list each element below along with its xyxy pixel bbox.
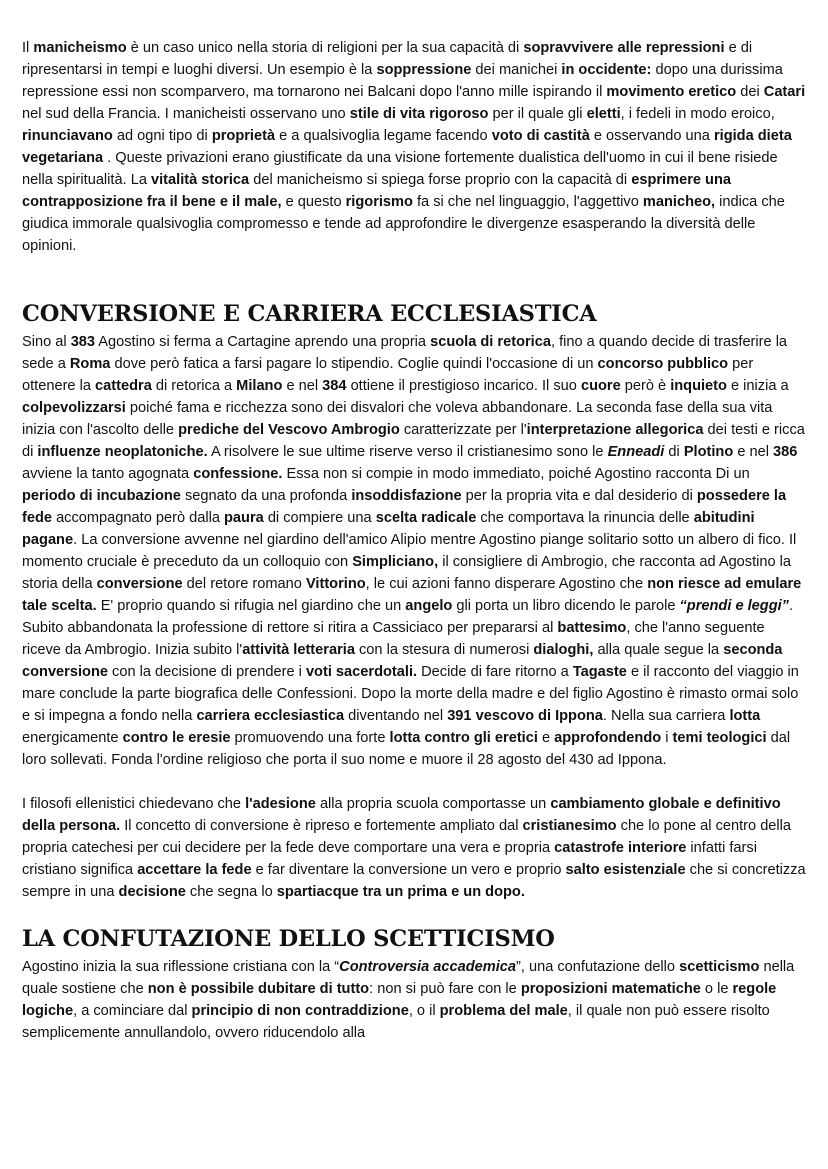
body-text: di bbox=[664, 444, 684, 460]
emphasis-text: 391 vescovo di Ippona bbox=[447, 708, 603, 724]
emphasis-text: attività letteraria bbox=[242, 642, 355, 658]
body-text: e bbox=[537, 730, 555, 746]
body-text: . Subito abbandonata la professione di rettore si ritira a Cassiciaco per prepararsi al bbox=[22, 598, 794, 636]
emphasis-text: “prendi e leggi” bbox=[679, 598, 789, 614]
emphasis-text: periodo di incubazione bbox=[22, 488, 181, 504]
body-text: che si concretizza sempre in una bbox=[22, 862, 806, 900]
body-text: per la propria vita e dal desiderio di bbox=[461, 488, 697, 504]
body-text: indica che giudica immorale qualsivoglia compromesso e tende ad approfondire le divergenze esasperando la diversità delle opinioni. bbox=[22, 194, 785, 254]
body-text: e di ripresentarsi in tempi e luoghi diversi. Un esempio è la bbox=[22, 40, 753, 78]
emphasis-text: voti sacerdotali. bbox=[305, 664, 418, 680]
body-text: ad ogni tipo di bbox=[112, 128, 212, 144]
body-text: e a qualsivoglia legame facendo bbox=[275, 128, 492, 144]
paragraph-filosofi-ellenistici bbox=[22, 793, 806, 903]
emphasis-text: Milano bbox=[236, 378, 283, 394]
emphasis-text: 384 bbox=[322, 378, 347, 394]
emphasis-text: scuola di retorica bbox=[430, 334, 551, 350]
body-text: Agostino inizia la sua riflessione cristiana con la “ bbox=[22, 959, 340, 975]
emphasis-text: influenze neoplatoniche. bbox=[37, 444, 208, 460]
emphasis-text: non è possibile dubitare di tutto bbox=[147, 981, 370, 997]
emphasis-text: problema del male bbox=[439, 1003, 568, 1019]
body-text: e il racconto del viaggio in mare conclude la parte biografica delle Confessioni. Dopo la morte della madre e del figlio Agostino è rimasto ormai solo e si impegna a fondo nella bbox=[22, 664, 799, 724]
body-text: : non si può fare con le bbox=[369, 981, 521, 997]
emphasis-text: Catari bbox=[763, 84, 806, 100]
paragraph-conversione-carriera bbox=[22, 331, 806, 771]
emphasis-text: rigida dieta vegetariana bbox=[22, 128, 792, 166]
emphasis-text: cuore bbox=[580, 378, 621, 394]
emphasis-text: l'adesione bbox=[245, 796, 316, 812]
body-text: energicamente bbox=[22, 730, 123, 746]
emphasis-text: carriera ecclesiastica bbox=[196, 708, 345, 724]
body-text: , fino a quando decide di trasferire la sede a bbox=[22, 334, 788, 372]
body-text: che lo pone al centro della propria catechesi per cui decidere per la fede deve comportare una vera e propria bbox=[22, 818, 792, 856]
emphasis-text: principio di non contraddizione bbox=[191, 1003, 409, 1019]
body-text: dal loro sollevati. Fonda l'ordine religioso che porta il suo nome e muore il 28 agosto del 430 ad Ippona. bbox=[22, 730, 791, 768]
emphasis-text: proposizioni matematiche bbox=[520, 981, 701, 997]
body-text: , le cui azioni fanno disperare Agostino che bbox=[365, 576, 648, 592]
body-text: . La conversione avvenne nel giardino dell'amico Alipio mentre Agostino piange solitario sotto un albero di fico. Il momento cruciale è preceduto da un colloquio con bbox=[22, 532, 797, 570]
emphasis-text: abitudini pagane bbox=[22, 510, 755, 548]
emphasis-text: concorso pubblico bbox=[597, 356, 729, 372]
body-text: Sino al bbox=[22, 334, 71, 350]
emphasis-text: inquieto bbox=[670, 378, 727, 394]
emphasis-text: regole logiche bbox=[22, 981, 777, 1019]
emphasis-text: decisione bbox=[118, 884, 186, 900]
emphasis-text: conversione bbox=[96, 576, 183, 592]
emphasis-text: colpevolizzarsi bbox=[22, 400, 126, 416]
body-text: per il quale gli bbox=[488, 106, 587, 122]
emphasis-text: proprietà bbox=[211, 128, 276, 144]
body-text: dei testi e ricca di bbox=[22, 422, 805, 460]
emphasis-text: lotta contro gli eretici bbox=[389, 730, 538, 746]
emphasis-text: accettare la fede bbox=[137, 862, 252, 878]
emphasis-text: Simpliciano, bbox=[352, 554, 439, 570]
emphasis-text: manicheismo bbox=[33, 40, 127, 56]
body-text: , il quale non può essere risolto semplicemente annullandolo, ovvero riducendolo alla bbox=[22, 1003, 770, 1041]
emphasis-text: salto esistenziale bbox=[565, 862, 686, 878]
body-text: che comportava la rinuncia delle bbox=[476, 510, 694, 526]
body-text: A risolvere le sue ultime riserve verso il cristianesimo sono le bbox=[207, 444, 608, 460]
emphasis-text: Roma bbox=[69, 356, 111, 372]
body-text: caratterizzate per l' bbox=[399, 422, 527, 438]
body-text: , che l'anno seguente riceve da Ambrogio. Inizia subito l' bbox=[22, 620, 765, 658]
body-text: nel sud della Francia. I manicheisti osservano uno bbox=[22, 106, 350, 122]
emphasis-text: possedere la fede bbox=[22, 488, 787, 526]
body-text: alla quale segue la bbox=[593, 642, 724, 658]
emphasis-text: vitalità storica bbox=[151, 172, 250, 188]
emphasis-text: voto di castità bbox=[491, 128, 590, 144]
body-text: ottiene il prestigioso incarico. Il suo bbox=[346, 378, 581, 394]
body-text: e nel bbox=[733, 444, 774, 460]
paragraph-manicheismo bbox=[22, 37, 806, 281]
emphasis-text: rinunciavano bbox=[22, 128, 113, 144]
section-heading-confutazione: LA CONFUTAZIONE DELLO SCETTICISMO bbox=[22, 926, 555, 952]
body-text: che segna lo bbox=[185, 884, 277, 900]
emphasis-text: non riesce ad emulare tale scelta. bbox=[22, 576, 802, 614]
body-text: del manicheismo si spiega forse proprio con la capacità di bbox=[249, 172, 632, 188]
emphasis-text: scelta radicale bbox=[375, 510, 477, 526]
body-text: , o il bbox=[408, 1003, 440, 1019]
emphasis-text: interpretazione allegorica bbox=[526, 422, 704, 438]
body-text: poiché fama e ricchezza sono dei disvalori che voleva abbandonare. La seconda fase della sua vita inizia con l'ascolto delle bbox=[22, 400, 773, 438]
emphasis-text: Plotino bbox=[683, 444, 734, 460]
body-text: . Queste privazioni erano giustificate da una visione fortemente dualistica dell'uomo in cui il bene risiede nella spiritualità. La bbox=[22, 150, 778, 188]
body-text: del retore romano bbox=[182, 576, 306, 592]
body-text: avviene la tanto agognata bbox=[22, 466, 194, 482]
body-text: e far diventare la conversione un vero e proprio bbox=[251, 862, 566, 878]
body-text: dei manichei bbox=[471, 62, 562, 78]
emphasis-text: dialoghi, bbox=[533, 642, 594, 658]
body-text: e inizia a bbox=[726, 378, 789, 394]
body-text: di compiere una bbox=[263, 510, 376, 526]
body-text: è un caso unico nella storia di religioni per la sua capacità di bbox=[126, 40, 524, 56]
section-heading-conversione: CONVERSIONE E CARRIERA ECCLESIASTICA bbox=[22, 301, 597, 327]
body-text: per ottenere la bbox=[22, 356, 754, 394]
body-text: e osservando una bbox=[589, 128, 714, 144]
body-text: dove però fatica a farsi pagare lo stipendio. Coglie quindi l'occasione di un bbox=[110, 356, 598, 372]
body-text: promuovendo una forte bbox=[230, 730, 390, 746]
body-text: di retorica a bbox=[151, 378, 237, 394]
body-text: Essa non si compie in modo immediato, poiché Agostino racconta Di un bbox=[282, 466, 750, 482]
body-text: con la decisione di prendere i bbox=[107, 664, 306, 680]
body-text: infatti farsi cristiano significa bbox=[22, 840, 757, 878]
emphasis-text: temi teologici bbox=[672, 730, 767, 746]
emphasis-text: cambiamento globale e definitivo della persona. bbox=[22, 796, 781, 834]
body-text: ”, una confutazione dello bbox=[516, 959, 680, 975]
body-text: I filosofi ellenistici chiedevano che bbox=[22, 796, 246, 812]
body-text: fa si che nel linguaggio, l'aggettivo bbox=[412, 194, 643, 210]
body-text: Il bbox=[22, 40, 34, 56]
emphasis-text: spartiacque tra un prima e un dopo. bbox=[276, 884, 525, 900]
body-text: e questo bbox=[281, 194, 346, 210]
body-text: e nel bbox=[282, 378, 323, 394]
emphasis-text: paura bbox=[224, 510, 264, 526]
emphasis-text: esprimere una contrapposizione fra il bene e il male, bbox=[22, 172, 732, 210]
body-text: accompagnato però dalla bbox=[52, 510, 225, 526]
emphasis-text: battesimo bbox=[557, 620, 627, 636]
body-text: Decide di fare ritorno a bbox=[417, 664, 573, 680]
body-text: con la stesura di numerosi bbox=[354, 642, 534, 658]
body-text: dei bbox=[736, 84, 764, 100]
emphasis-text: lotta bbox=[729, 708, 761, 724]
emphasis-text: angelo bbox=[405, 598, 453, 614]
emphasis-text: sopravvivere alle repressioni bbox=[523, 40, 725, 56]
paragraph-controversia-accademica bbox=[22, 956, 806, 1044]
emphasis-text: Vittorino bbox=[305, 576, 366, 592]
emphasis-text: seconda conversione bbox=[22, 642, 783, 680]
emphasis-text: 383 bbox=[70, 334, 96, 350]
body-text: diventando nel bbox=[344, 708, 448, 724]
emphasis-text: approfondendo bbox=[554, 730, 662, 746]
emphasis-text: cattedra bbox=[95, 378, 152, 394]
emphasis-text: manicheo, bbox=[642, 194, 716, 210]
body-text: Il concetto di conversione è ripreso e fortemente ampliato dal bbox=[120, 818, 523, 834]
body-text: il consigliere di Ambrogio, che racconta ad Agostino la storia della bbox=[22, 554, 792, 592]
body-text: i bbox=[661, 730, 673, 746]
emphasis-text: Tagaste bbox=[572, 664, 627, 680]
emphasis-text: contro le eresie bbox=[122, 730, 231, 746]
emphasis-text: cristianesimo bbox=[522, 818, 617, 834]
emphasis-text: in occidente: bbox=[561, 62, 652, 78]
emphasis-text: Controversia accademica bbox=[339, 959, 517, 975]
emphasis-text: eletti bbox=[586, 106, 621, 122]
emphasis-text: rigorismo bbox=[345, 194, 413, 210]
emphasis-text: insoddisfazione bbox=[351, 488, 462, 504]
emphasis-text: scetticismo bbox=[679, 959, 760, 975]
body-text: E' proprio quando si rifugia nel giardino che un bbox=[96, 598, 406, 614]
emphasis-text: soppressione bbox=[376, 62, 472, 78]
body-text: . Nella sua carriera bbox=[602, 708, 730, 724]
body-text: nella quale sostiene che bbox=[22, 959, 795, 997]
body-text: però è bbox=[620, 378, 671, 394]
body-text: dopo una durissima repressione essi non scomparvero, ma tornarono nei Balcani dopo l'anno mille ispirando il bbox=[22, 62, 783, 100]
body-text: gli porta un libro dicendo le parole bbox=[452, 598, 680, 614]
body-text: , a cominciare dal bbox=[73, 1003, 192, 1019]
emphasis-text: Enneadi bbox=[607, 444, 665, 460]
body-text: , i fedeli in modo eroico, bbox=[620, 106, 775, 122]
body-text: Agostino si ferma a Cartagine aprendo una propria bbox=[95, 334, 431, 350]
body-text: segnato da una profonda bbox=[180, 488, 352, 504]
emphasis-text: movimento eretico bbox=[606, 84, 737, 100]
emphasis-text: confessione. bbox=[193, 466, 283, 482]
body-text: alla propria scuola comportasse un bbox=[315, 796, 551, 812]
emphasis-text: prediche del Vescovo Ambrogio bbox=[178, 422, 400, 438]
emphasis-text: catastrofe interiore bbox=[554, 840, 687, 856]
emphasis-text: 386 bbox=[773, 444, 798, 460]
emphasis-text: stile di vita rigoroso bbox=[349, 106, 489, 122]
body-text: o le bbox=[700, 981, 733, 997]
